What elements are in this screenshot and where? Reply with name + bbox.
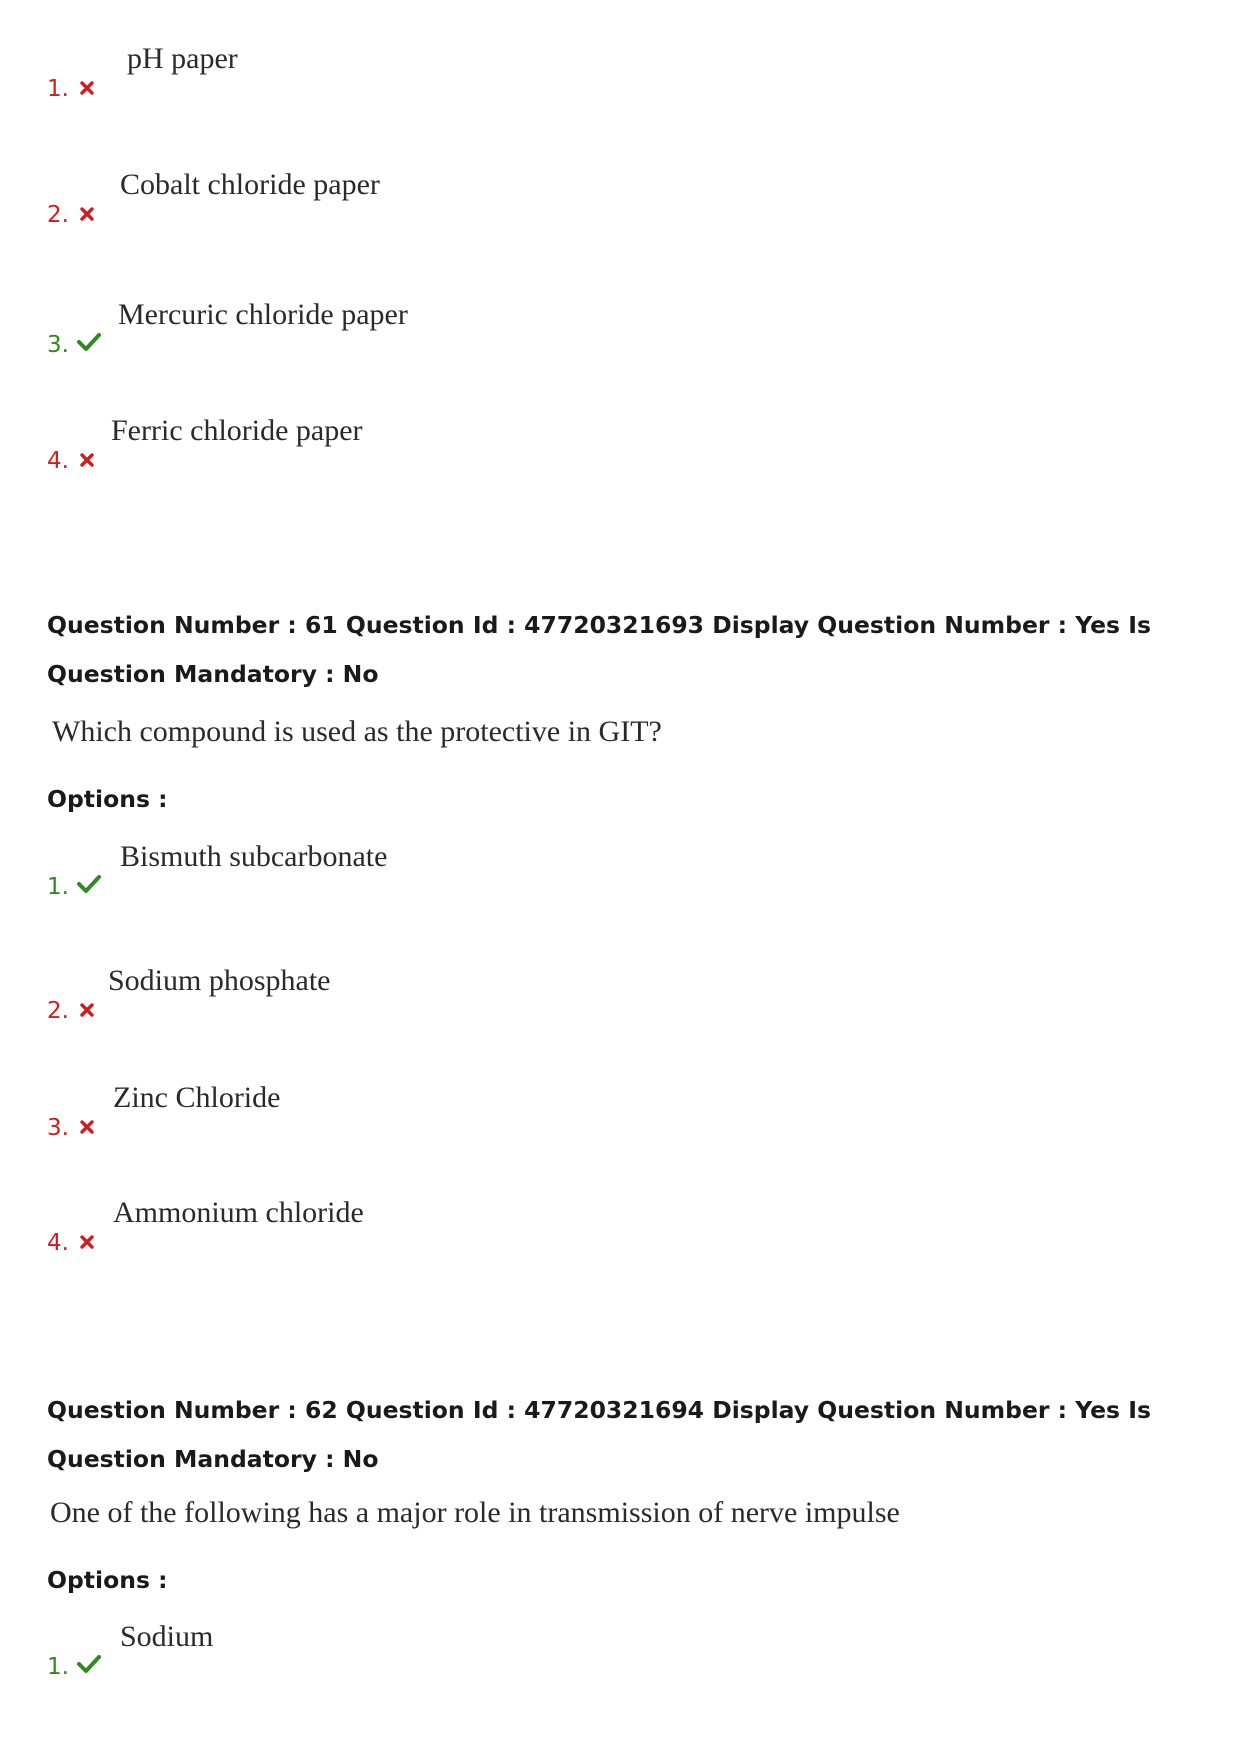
option-item bbox=[47, 1081, 947, 1141]
option-text: Ferric chloride paper bbox=[111, 414, 363, 447]
option-text: Sodium phosphate bbox=[108, 964, 331, 997]
option-item bbox=[47, 298, 947, 358]
option-item bbox=[47, 42, 947, 102]
option-text: Zinc Chloride bbox=[113, 1081, 281, 1114]
cross-icon bbox=[79, 1119, 95, 1135]
check-icon bbox=[77, 332, 101, 352]
option-number: 4. bbox=[47, 448, 69, 474]
cross-icon bbox=[79, 206, 95, 222]
cross-icon bbox=[79, 80, 95, 96]
option-item bbox=[47, 964, 947, 1024]
option-item bbox=[47, 1196, 947, 1256]
check-icon bbox=[77, 1654, 101, 1674]
option-text: Ammonium chloride bbox=[113, 1196, 364, 1229]
options-label: Options : bbox=[47, 1566, 168, 1594]
option-text: Cobalt chloride paper bbox=[120, 168, 380, 201]
option-number: 4. bbox=[47, 1230, 69, 1256]
option-number: 3. bbox=[47, 332, 69, 358]
option-number: 1. bbox=[47, 76, 69, 102]
option-number: 2. bbox=[47, 202, 69, 228]
question-meta: Question Number : 62 Question Id : 47720321694 Display Question Number : Yes Is Question Mandatory : No bbox=[47, 1396, 1151, 1473]
option-text: pH paper bbox=[127, 42, 238, 75]
question-text: One of the following has a major role in transmission of nerve impulse bbox=[50, 1496, 900, 1529]
option-text: Mercuric chloride paper bbox=[118, 298, 408, 331]
option-number: 3. bbox=[47, 1115, 69, 1141]
cross-icon bbox=[79, 1002, 95, 1018]
option-text: Bismuth subcarbonate bbox=[120, 840, 388, 873]
option-item bbox=[47, 414, 947, 474]
option-number: 1. bbox=[47, 1654, 69, 1680]
cross-icon bbox=[79, 452, 95, 468]
check-icon bbox=[77, 874, 101, 894]
option-item bbox=[47, 840, 947, 900]
option-number: 2. bbox=[47, 998, 69, 1024]
option-text: Sodium bbox=[120, 1620, 214, 1653]
cross-icon bbox=[79, 1234, 95, 1250]
question-text: Which compound is used as the protective in GIT? bbox=[52, 715, 662, 748]
option-item bbox=[47, 1620, 947, 1680]
options-label: Options : bbox=[47, 785, 168, 813]
option-number: 1. bbox=[47, 874, 69, 900]
option-item bbox=[47, 168, 947, 228]
question-meta: Question Number : 61 Question Id : 47720321693 Display Question Number : Yes Is Question Mandatory : No bbox=[47, 611, 1151, 688]
